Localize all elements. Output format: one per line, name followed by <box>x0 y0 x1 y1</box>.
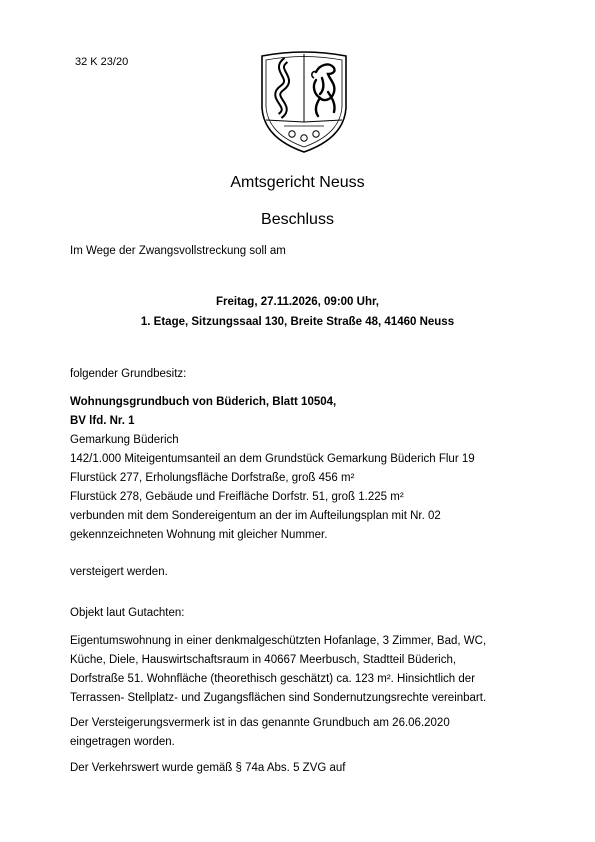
document-title: Beschluss <box>261 211 334 228</box>
valuation-line: Dorfstraße 51. Wohnfläche (theorethisch geschätzt) ca. 123 m². Hinsichtlich der <box>70 673 476 685</box>
valuation-heading: Objekt laut Gutachten: <box>70 607 185 619</box>
property-line: Flurstück 277, Erholungsfläche Dorfstraße, groß 456 m² <box>70 472 355 484</box>
market-value-line: Der Verkehrswert wurde gemäß § 74a Abs. 5 ZVG auf <box>70 762 346 774</box>
valuation-line: Terrassen- Stellplatz- und Zugangsflächen sind Sondernutzungsrechte vereinbart. <box>70 692 487 704</box>
date-line: Freitag, 27.11.2026, 09:00 Uhr, <box>215 296 380 308</box>
valuation-line: Eigentumswohnung in einer denkmalgeschützten Hofanlage, 3 Zimmer, Bad, WC, <box>70 635 487 647</box>
property-line: BV lfd. Nr. 1 <box>70 415 135 427</box>
registration-line: Der Versteigerungsvermerk ist in das genannte Grundbuch am 26.06.2020 <box>70 717 450 729</box>
registration-line: eingetragen worden. <box>70 736 175 748</box>
property-line: gekennzeichneten Wohnung mit gleicher Nummer. <box>70 529 328 541</box>
property-line: Flurstück 278, Gebäude und Freifläche Dorfstr. 51, groß 1.225 m² <box>70 491 404 503</box>
property-line: verbunden mit dem Sondereigentum an der im Aufteilungsplan mit Nr. 02 <box>70 510 441 522</box>
court-name: Amtsgericht Neuss <box>230 174 365 191</box>
coat-of-arms-icon <box>258 50 350 155</box>
case-reference: 32 K 23/20 <box>75 56 129 68</box>
valuation-line: Küche, Diele, Hauswirtschaftsraum in 40667 Meerbusch, Stadtteil Büderich, <box>70 654 457 666</box>
property-intro: folgender Grundbesitz: <box>70 368 187 380</box>
venue-line: 1. Etage, Sitzungssaal 130, Breite Straße 48, 41460 Neuss <box>140 316 455 328</box>
property-line: Wohnungsgrundbuch von Büderich, Blatt 10504, <box>70 396 337 408</box>
intro-text: Im Wege der Zwangsvollstreckung soll am <box>70 245 286 257</box>
property-line: Gemarkung Büderich <box>70 434 179 446</box>
auction-line: versteigert werden. <box>70 566 168 578</box>
property-line: 142/1.000 Miteigentumsanteil an dem Grundstück Gemarkung Büderich Flur 19 <box>70 453 475 465</box>
